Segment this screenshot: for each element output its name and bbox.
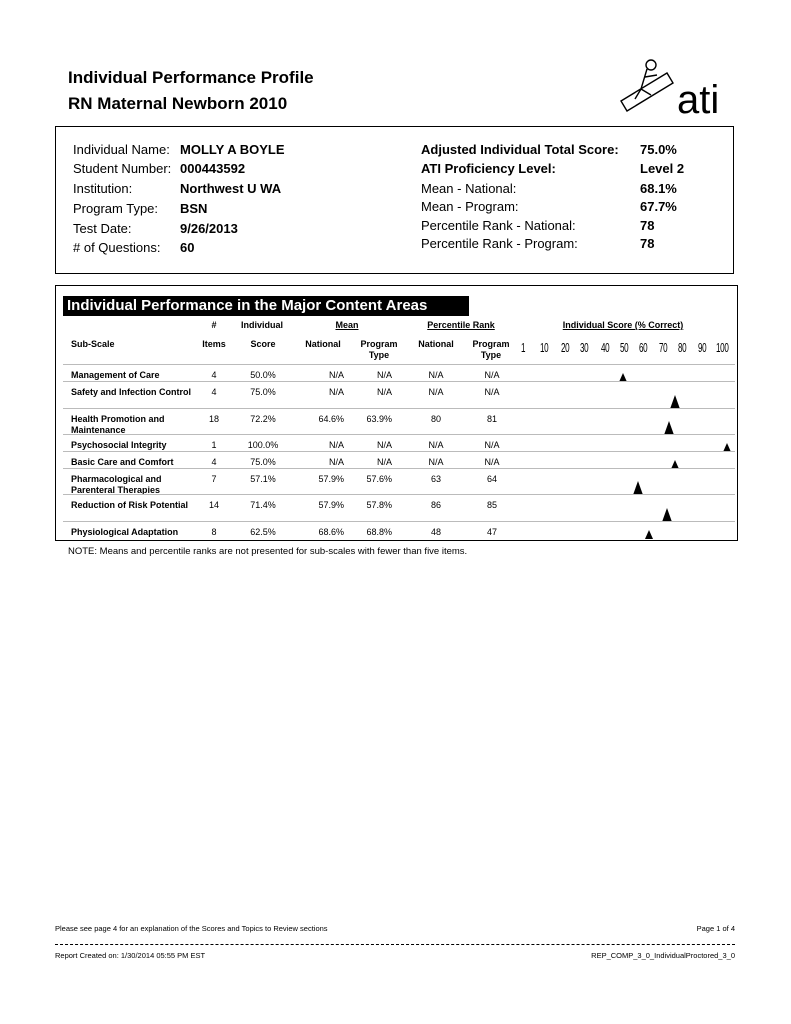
row-divider bbox=[63, 434, 735, 435]
questions-value: 60 bbox=[180, 240, 195, 255]
scale-tick-label: 70 bbox=[659, 340, 668, 355]
mean-national-label: Mean - National: bbox=[421, 181, 517, 196]
pr-program-cell: N/A bbox=[484, 387, 500, 397]
mean-national-cell: N/A bbox=[328, 387, 344, 397]
score-cell: 57.1% bbox=[250, 474, 276, 484]
section-title: Individual Performance in the Major Content Areas bbox=[63, 296, 469, 316]
pr-national-cell: N/A bbox=[428, 457, 444, 467]
row-divider bbox=[63, 381, 735, 382]
mean-program-cell: N/A bbox=[376, 370, 392, 380]
score-cell: 75.0% bbox=[250, 387, 276, 397]
pr-national-cell: 63 bbox=[430, 474, 441, 484]
scale-tick-label: 50 bbox=[620, 340, 629, 355]
row-divider bbox=[63, 468, 735, 469]
mean-national-cell: 64.6% bbox=[318, 414, 344, 424]
score-cell: 72.2% bbox=[250, 414, 276, 424]
items-cell: 8 bbox=[211, 527, 217, 537]
mean-program-value: 67.7% bbox=[640, 199, 677, 214]
pr-national-cell: 86 bbox=[430, 500, 441, 510]
subscale-name: Management of Care bbox=[71, 370, 160, 380]
page-number: Page 1 of 4 bbox=[696, 924, 735, 933]
mean-national-cell: N/A bbox=[328, 370, 344, 380]
score-marker bbox=[662, 508, 672, 522]
pr-national-cell: 80 bbox=[430, 414, 441, 424]
score-marker bbox=[633, 481, 643, 495]
institution-label: Institution: bbox=[73, 181, 133, 196]
subscale-name: Physiological Adaptation bbox=[71, 527, 179, 537]
hdr-subscale: Sub-Scale bbox=[71, 339, 115, 349]
mean-program-cell: 68.8% bbox=[366, 527, 392, 537]
percentile-national-label: Percentile Rank - National: bbox=[421, 218, 576, 233]
score-marker bbox=[670, 395, 680, 409]
score-marker bbox=[645, 530, 653, 539]
ati-logo-text: ati bbox=[677, 78, 720, 121]
score-marker bbox=[664, 421, 674, 435]
score-cell: 62.5% bbox=[250, 527, 276, 537]
score-cell: 71.4% bbox=[250, 500, 276, 510]
items-cell: 4 bbox=[211, 457, 217, 467]
subscale-name: Safety and Infection Control bbox=[71, 387, 192, 397]
questions-label: # of Questions: bbox=[73, 240, 161, 255]
hdr-score: Score bbox=[250, 339, 276, 349]
items-cell: 1 bbox=[211, 440, 217, 450]
program-type-value: BSN bbox=[180, 201, 208, 216]
subscale-name: Health Promotion and Maintenance bbox=[71, 414, 165, 435]
proficiency-value: Level 2 bbox=[640, 161, 685, 176]
pr-program-cell: 64 bbox=[486, 474, 497, 484]
mean-program-cell: 63.9% bbox=[366, 414, 392, 424]
items-cell: 14 bbox=[208, 500, 219, 510]
scale-tick-label: 90 bbox=[698, 340, 707, 355]
pr-program-cell: N/A bbox=[484, 457, 500, 467]
items-cell: 4 bbox=[211, 387, 217, 397]
subscale-name: Basic Care and Comfort bbox=[71, 457, 174, 467]
pr-program-cell: 85 bbox=[486, 500, 497, 510]
hdr-mean-national: National bbox=[305, 339, 341, 349]
hdr-percentile-rank: Percentile Rank bbox=[427, 320, 495, 330]
ati-logo bbox=[617, 55, 729, 121]
student-number-label: Student Number: bbox=[73, 161, 172, 176]
footer-explanation: Please see page 4 for an explanation of the Scores and Topics to Review sections bbox=[55, 924, 328, 933]
pr-program-cell: 47 bbox=[486, 527, 497, 537]
row-divider bbox=[63, 521, 735, 522]
hdr-pr-program-type: Program Type bbox=[472, 339, 510, 360]
test-date-label: Test Date: bbox=[73, 221, 132, 236]
scale-tick-label: 40 bbox=[601, 340, 610, 355]
mean-national-value: 68.1% bbox=[640, 181, 677, 196]
mean-program-cell: N/A bbox=[376, 387, 392, 397]
row-divider bbox=[63, 364, 735, 365]
report-subtitle: RN Maternal Newborn 2010 bbox=[68, 94, 288, 113]
pr-national-cell: N/A bbox=[428, 440, 444, 450]
adjusted-score-label: Adjusted Individual Total Score: bbox=[421, 142, 619, 157]
percentile-program-label: Percentile Rank - Program: bbox=[421, 236, 578, 251]
proficiency-label: ATI Proficiency Level: bbox=[421, 161, 556, 176]
row-divider bbox=[63, 494, 735, 495]
mean-national-cell: 57.9% bbox=[318, 474, 344, 484]
items-cell: 18 bbox=[208, 414, 219, 424]
mean-program-label: Mean - Program: bbox=[421, 199, 519, 214]
name-value: MOLLY A BOYLE bbox=[180, 142, 285, 157]
scale-tick-label: 80 bbox=[678, 340, 687, 355]
hdr-individual: Individual bbox=[240, 320, 283, 330]
mean-national-cell: N/A bbox=[328, 457, 344, 467]
pr-program-cell: 81 bbox=[486, 414, 497, 424]
mean-program-cell: N/A bbox=[376, 457, 392, 467]
mean-program-cell: 57.6% bbox=[366, 474, 392, 484]
mean-national-cell: 68.6% bbox=[318, 527, 344, 537]
subscale-name: Psychosocial Integrity bbox=[71, 440, 167, 450]
pr-national-cell: N/A bbox=[428, 370, 444, 380]
pr-national-cell: 48 bbox=[430, 527, 441, 537]
report-title: Individual Performance Profile bbox=[68, 68, 314, 87]
institution-value: Northwest U WA bbox=[180, 181, 282, 196]
footer-divider bbox=[55, 944, 735, 945]
test-date-value: 9/26/2013 bbox=[180, 221, 238, 236]
hdr-mean-program-type: Program Type bbox=[360, 339, 398, 360]
pr-program-cell: N/A bbox=[484, 440, 500, 450]
report-created: Report Created on: 1/30/2014 05:55 PM EST bbox=[55, 951, 206, 960]
score-cell: 75.0% bbox=[250, 457, 276, 467]
score-cell: 50.0% bbox=[250, 370, 276, 380]
hdr-individual-score: Individual Score (% Correct) bbox=[562, 320, 684, 330]
percentile-national-value: 78 bbox=[640, 218, 655, 233]
report-code: REP_COMP_3_0_IndividualProctored_3_0 bbox=[591, 951, 735, 960]
row-divider bbox=[63, 408, 735, 409]
scale-tick-label: 60 bbox=[639, 340, 648, 355]
mean-program-cell: 57.8% bbox=[366, 500, 392, 510]
subscale-name: Pharmacological and Parenteral Therapies bbox=[71, 474, 162, 495]
hdr-pr-national: National bbox=[418, 339, 454, 349]
student-number-value: 000443592 bbox=[180, 161, 246, 176]
percentile-program-value: 78 bbox=[640, 236, 655, 251]
program-type-label: Program Type: bbox=[73, 201, 159, 216]
subscale-name: Reduction of Risk Potential bbox=[71, 500, 189, 510]
mean-program-cell: N/A bbox=[376, 440, 392, 450]
note-text: NOTE: Means and percentile ranks are not presented for sub-scales with fewer than five items. bbox=[68, 546, 468, 557]
adjusted-score-value: 75.0% bbox=[640, 142, 677, 157]
pr-program-cell: N/A bbox=[484, 370, 500, 380]
hdr-hash: # bbox=[211, 320, 217, 330]
score-cell: 100.0% bbox=[247, 440, 279, 450]
scale-tick-label: 20 bbox=[561, 340, 570, 355]
name-label: Individual Name: bbox=[73, 142, 170, 157]
items-cell: 4 bbox=[211, 370, 217, 380]
scale-tick-label: 10 bbox=[540, 340, 549, 355]
hdr-mean: Mean bbox=[335, 320, 359, 330]
items-cell: 7 bbox=[211, 474, 217, 484]
pr-national-cell: N/A bbox=[428, 387, 444, 397]
scale-tick-label: 1 bbox=[521, 340, 526, 355]
scale-tick-label: 30 bbox=[580, 340, 589, 355]
scale-tick-label: 100 bbox=[716, 340, 729, 355]
hdr-items: Items bbox=[202, 339, 226, 349]
mean-national-cell: N/A bbox=[328, 440, 344, 450]
row-divider bbox=[63, 451, 735, 452]
mean-national-cell: 57.9% bbox=[318, 500, 344, 510]
